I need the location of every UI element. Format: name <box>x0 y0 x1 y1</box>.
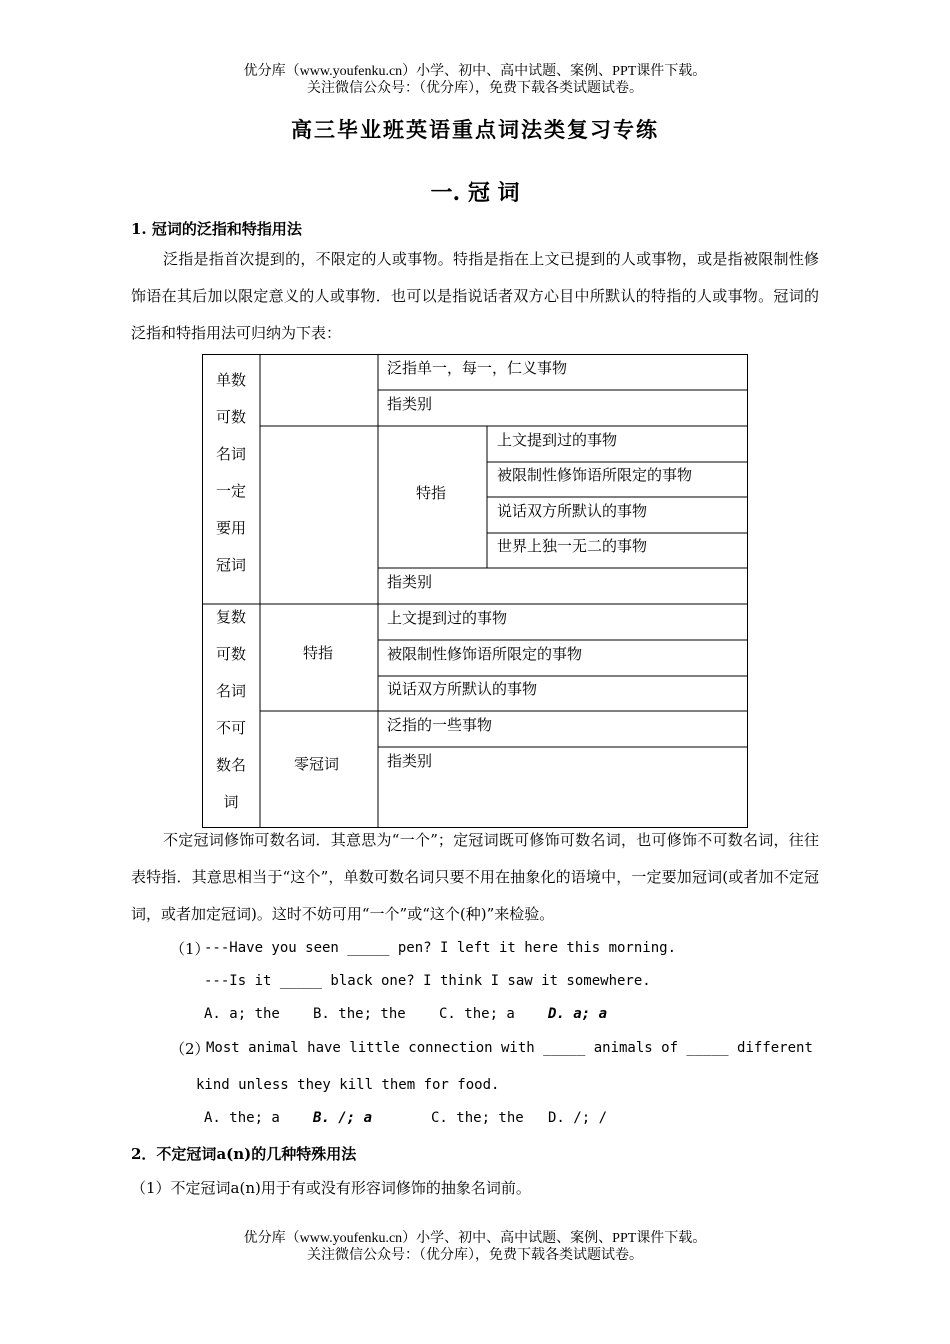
header-line-1: 优分库（www.youfenku.cn）小学、初中、高中试题、案例、PPT课件下载。 <box>243 64 707 79</box>
label-char: 不可 <box>215 719 246 737</box>
section-title: 一. 冠 词 <box>430 180 520 206</box>
label-char: 数名 <box>215 756 246 774</box>
label-char: 冠词 <box>215 556 246 574</box>
section-2-heading: 2．不定冠词a(n)的几种特殊用法 <box>131 1145 357 1163</box>
q1-number: （1） <box>170 940 210 958</box>
label-char: 可数 <box>215 645 246 663</box>
q1-option-a: A. a; the <box>204 1006 280 1022</box>
footer-line-2: 关注微信公众号：（优分库），免费下载各类试题试卷。 <box>307 1248 643 1263</box>
label-char: 词 <box>223 793 239 811</box>
table-cell: 上文提到过的事物 <box>497 431 618 449</box>
q2-line-2: kind unless they kill them for food. <box>196 1077 500 1093</box>
section-1-heading: 1. 冠词的泛指和特指用法 <box>131 220 302 238</box>
q1-option-b: B. the; the <box>313 1006 406 1022</box>
intro-text: 泛指是指首次提到的，不限定的人或事物。特指是指在上文已提到的人或事物，或是指被限制性修饰语在其后加以限定意义的人或事物．也可以是指说话者双方心目中所默认的特指的人或事物。冠词的泛指和特指用法可归纳为下表： <box>131 250 819 342</box>
table-grid <box>202 354 748 828</box>
table-cell: 说话双方所默认的事物 <box>387 680 538 698</box>
table-cell: 指类别 <box>387 752 433 770</box>
label-char: 名词 <box>215 682 246 700</box>
intro-paragraph <box>131 241 819 352</box>
table-cell: 上文提到过的事物 <box>387 609 508 627</box>
table-cell: 被限制性修饰语所限定的事物 <box>387 645 583 663</box>
table-cell: 世界上独一无二的事物 <box>497 537 648 555</box>
q2-line-1: Most animal have little connection with _____ animals of _____ different <box>206 1040 813 1056</box>
explain-paragraph <box>131 822 819 933</box>
q1-line-2: ---Is it _____ black one? I think I saw it somewhere. <box>204 973 651 989</box>
header-line-2: 关注微信公众号：（优分库），免费下载各类试题试卷。 <box>307 81 643 96</box>
page-title: 高三毕业班英语重点词法类复习专练 <box>291 117 659 142</box>
section-2-item-1: （1）不定冠词a(n)用于有或没有形容词修饰的抽象名词前。 <box>131 1179 531 1197</box>
label-char: 要用 <box>215 519 246 537</box>
q1-option-c: C. the; a <box>439 1006 515 1022</box>
plural-uncountable-label <box>202 599 260 821</box>
article-usage-table <box>202 354 748 828</box>
singular-countable-label <box>202 362 260 584</box>
label-char: 单数 <box>215 371 246 389</box>
q2-number: （2） <box>170 1040 210 1058</box>
q2-option-b-answer: B. /; a <box>313 1110 373 1126</box>
q1-line-1: ---Have you seen _____ pen? I left it here this morning. <box>204 940 677 956</box>
table-cell: 泛指的一些事物 <box>387 716 493 734</box>
q2-option-d: D. /; / <box>548 1110 608 1126</box>
zero-article-label: 零冠词 <box>294 755 340 773</box>
q2-option-c: C. the; the <box>431 1110 524 1126</box>
specific-label: 特指 <box>416 484 447 502</box>
label-char: 复数 <box>215 608 246 626</box>
table-cell: 指类别 <box>387 573 433 591</box>
explain-text: 不定冠词修饰可数名词．其意思为“一个”；定冠词既可修饰可数名词，也可修饰不可数名词，往往表特指．其意思相当于“这个”，单数可数名词只要不用在抽象化的语境中，一定要加冠词(或者加不定冠词，或者加定冠词)。这时不妨可用“一个”或“这个(种)”来检验。 <box>131 831 819 923</box>
q1-option-d-answer: D. a; a <box>548 1006 608 1022</box>
table-cell: 说话双方所默认的事物 <box>497 502 648 520</box>
q2-option-a: A. the; a <box>204 1110 280 1126</box>
table-cell: 被限制性修饰语所限定的事物 <box>497 466 693 484</box>
table-cell: 泛指单一，每一，仁义事物 <box>387 359 568 377</box>
label-char: 一定 <box>215 482 246 500</box>
label-char: 名词 <box>215 445 246 463</box>
label-char: 可数 <box>215 408 246 426</box>
footer-line-1: 优分库（www.youfenku.cn）小学、初中、高中试题、案例、PPT课件下载。 <box>243 1231 707 1246</box>
table-cell: 指类别 <box>387 395 433 413</box>
specific-label-plural: 特指 <box>303 644 334 662</box>
